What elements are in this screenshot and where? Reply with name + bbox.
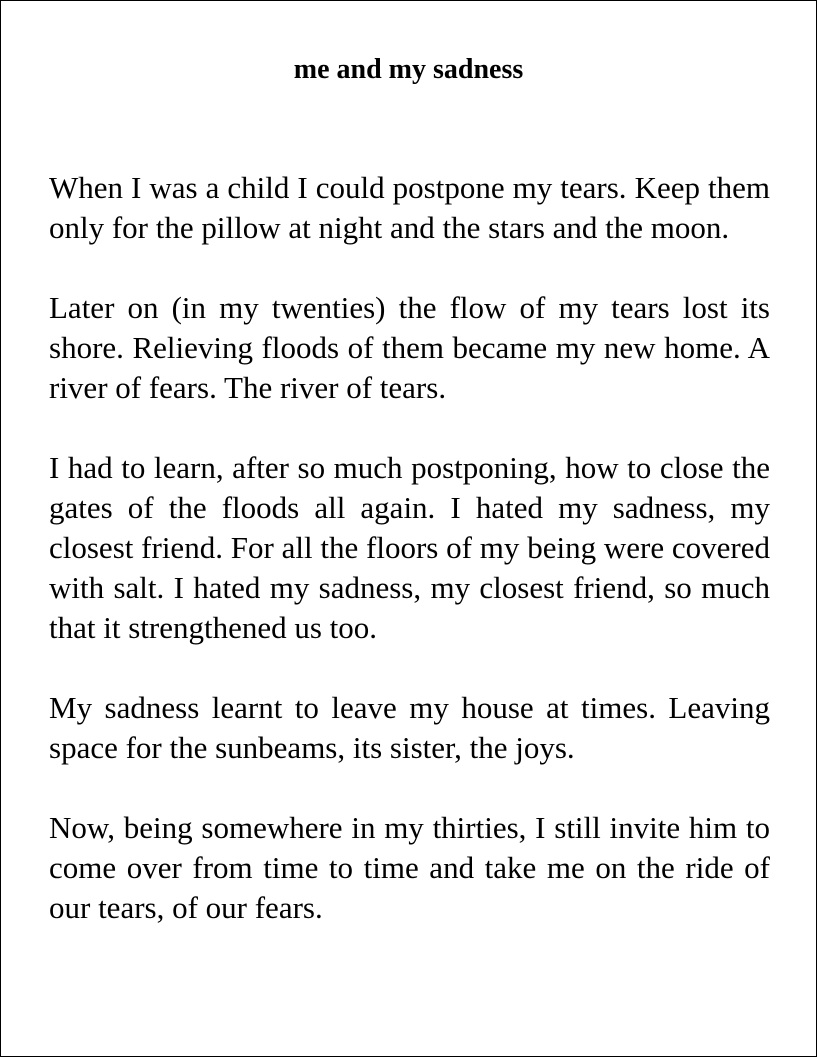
page-title: me and my sadness: [293, 54, 524, 85]
paragraph-2: Later on (in my twenties) the flow of my tears lost its shore. Relieving floods of them became my new home. A river of fears. The river of tears.: [49, 290, 770, 405]
paragraph-4: My sadness learnt to leave my house at times. Leaving space for the sunbeams, its sister, the joys.: [49, 690, 770, 765]
paragraph-1: When I was a child I could postpone my tears. Keep them only for the pillow at night and the stars and the moon.: [49, 170, 770, 245]
paragraph-5: Now, being somewhere in my thirties, I still invite him to come over from time to time and take me on the ride of our tears, of our fears.: [49, 810, 770, 925]
paragraph-3: I had to learn, after so much postponing, how to close the gates of the floods all again. I hated my sadness, my closest friend. For all the floors of my being were covered with salt. I hated my sadness, my closest friend, so much that it strengthened us too.: [49, 450, 770, 645]
poem-body: [49, 168, 770, 928]
